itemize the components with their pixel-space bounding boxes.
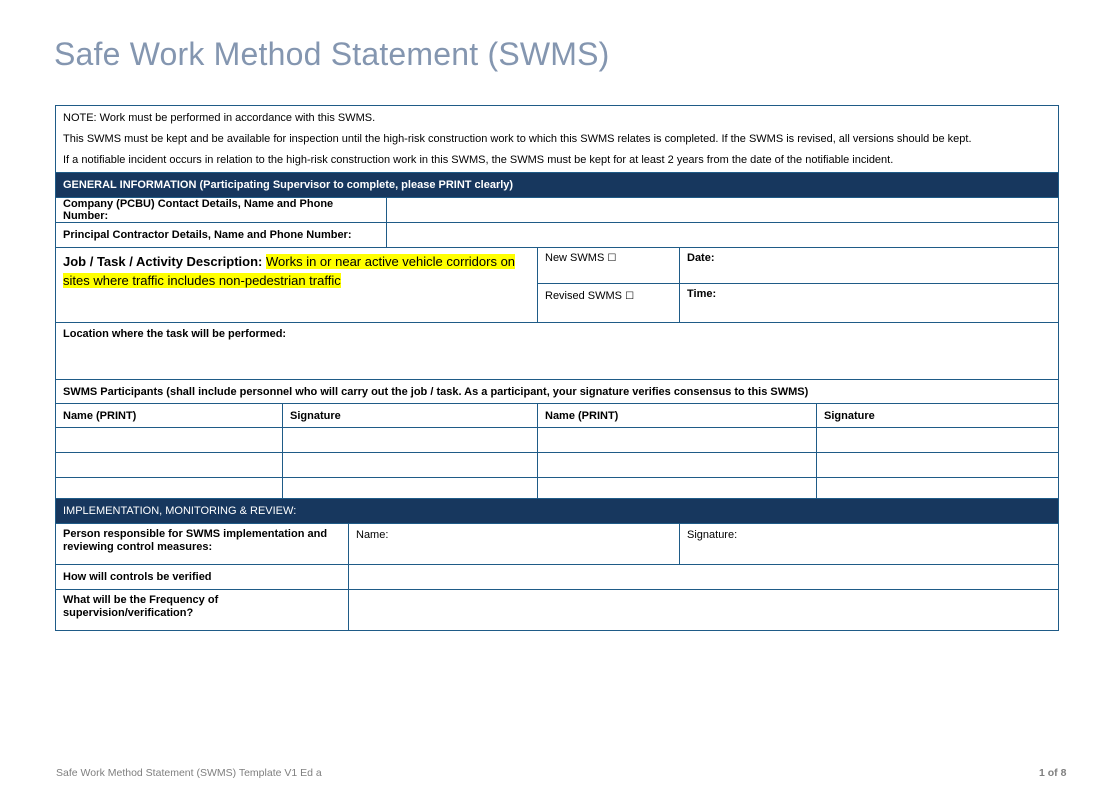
note-line-3: If a notifiable incident occurs in relation to the high-risk construction work in this SWMS, the SWMS must be kept for at least 2 years from the date of the notifiable incident.	[63, 154, 894, 166]
participant-signature-cell[interactable]	[283, 428, 538, 453]
job-description-value: Works in or near active vehicle corridors on sites where traffic includes non-pedestrian traffic	[63, 254, 516, 288]
controls-field[interactable]	[349, 565, 1059, 590]
frequency-row	[56, 590, 1059, 631]
location-row	[56, 323, 1059, 380]
implementation-header: IMPLEMENTATION, MONITORING & REVIEW:	[56, 499, 1059, 524]
controls-row	[56, 565, 1059, 590]
company-label: Company (PCBU) Contact Details, Name and Phone Number:	[56, 198, 387, 223]
new-swms-cell[interactable]	[538, 248, 680, 284]
participants-row	[56, 380, 1059, 404]
implementation-header-row	[56, 499, 1059, 524]
job-description-cell	[56, 248, 538, 323]
company-field[interactable]	[387, 198, 1059, 223]
footer-page-number: 1 of 8	[1039, 767, 1067, 779]
frequency-label: What will be the Frequency of supervision/verification?	[56, 590, 349, 631]
page-title: Safe Work Method Statement (SWMS)	[54, 36, 610, 72]
controls-label: How will controls be verified	[56, 565, 349, 590]
notes-cell	[56, 106, 1059, 173]
person-signature-field[interactable]: Signature:	[680, 524, 1059, 565]
frequency-field[interactable]	[349, 590, 1059, 631]
participant-signature-cell[interactable]	[817, 453, 1059, 478]
revised-swms-cell[interactable]	[538, 284, 680, 323]
participant-signature-cell[interactable]	[283, 453, 538, 478]
contractor-field[interactable]	[387, 223, 1059, 248]
implementation-table	[55, 498, 1059, 631]
note-line-1: NOTE: Work must be performed in accordance with this SWMS.	[63, 112, 376, 124]
new-swms-checkbox[interactable]: ☐	[607, 253, 617, 264]
participants-label: SWMS Participants (shall include personnel who will carry out the job / task. As a participant, your signature verifies consensus to this SWMS)	[56, 380, 1059, 404]
participant-name-cell[interactable]	[56, 428, 283, 453]
footer-document-name: Safe Work Method Statement (SWMS) Template V1 Ed a	[56, 767, 322, 779]
person-name-field[interactable]: Name:	[349, 524, 680, 565]
location-label[interactable]: Location where the task will be performed:	[56, 323, 1059, 380]
column-signature-2: Signature	[817, 404, 1059, 428]
column-name-1: Name (PRINT)	[56, 404, 283, 428]
column-name-2: Name (PRINT)	[538, 404, 817, 428]
column-signature-1: Signature	[283, 404, 538, 428]
company-row	[56, 198, 1059, 223]
participant-name-cell[interactable]	[538, 453, 817, 478]
new-swms-label: New SWMS	[545, 252, 605, 264]
general-information-table	[55, 105, 1059, 503]
date-cell: Date:	[680, 248, 1059, 284]
person-row	[56, 524, 1059, 565]
participant-name-cell[interactable]	[538, 428, 817, 453]
time-cell: Time:	[680, 284, 1059, 323]
general-header: GENERAL INFORMATION (Participating Supervisor to complete, please PRINT clearly)	[56, 173, 1059, 198]
notes-row	[56, 106, 1059, 173]
table-row	[56, 428, 1059, 453]
revised-swms-label: Revised SWMS	[545, 290, 623, 302]
general-header-row	[56, 173, 1059, 198]
contractor-row	[56, 223, 1059, 248]
participant-name-cell[interactable]	[56, 453, 283, 478]
person-label: Person responsible for SWMS implementation and reviewing control measures:	[56, 524, 349, 565]
revised-swms-checkbox[interactable]: ☐	[625, 291, 635, 302]
job-row-1	[56, 248, 1059, 284]
participants-header-row	[56, 404, 1059, 428]
participant-signature-cell[interactable]	[817, 428, 1059, 453]
contractor-label: Principal Contractor Details, Name and Phone Number:	[56, 223, 387, 248]
job-description-label: Job / Task / Activity Description:	[63, 254, 266, 269]
note-line-2: This SWMS must be kept and be available for inspection until the high-risk construction work to which this SWMS relates is completed. If the SWMS is revised, all versions should be kept.	[63, 133, 972, 145]
table-row	[56, 453, 1059, 478]
